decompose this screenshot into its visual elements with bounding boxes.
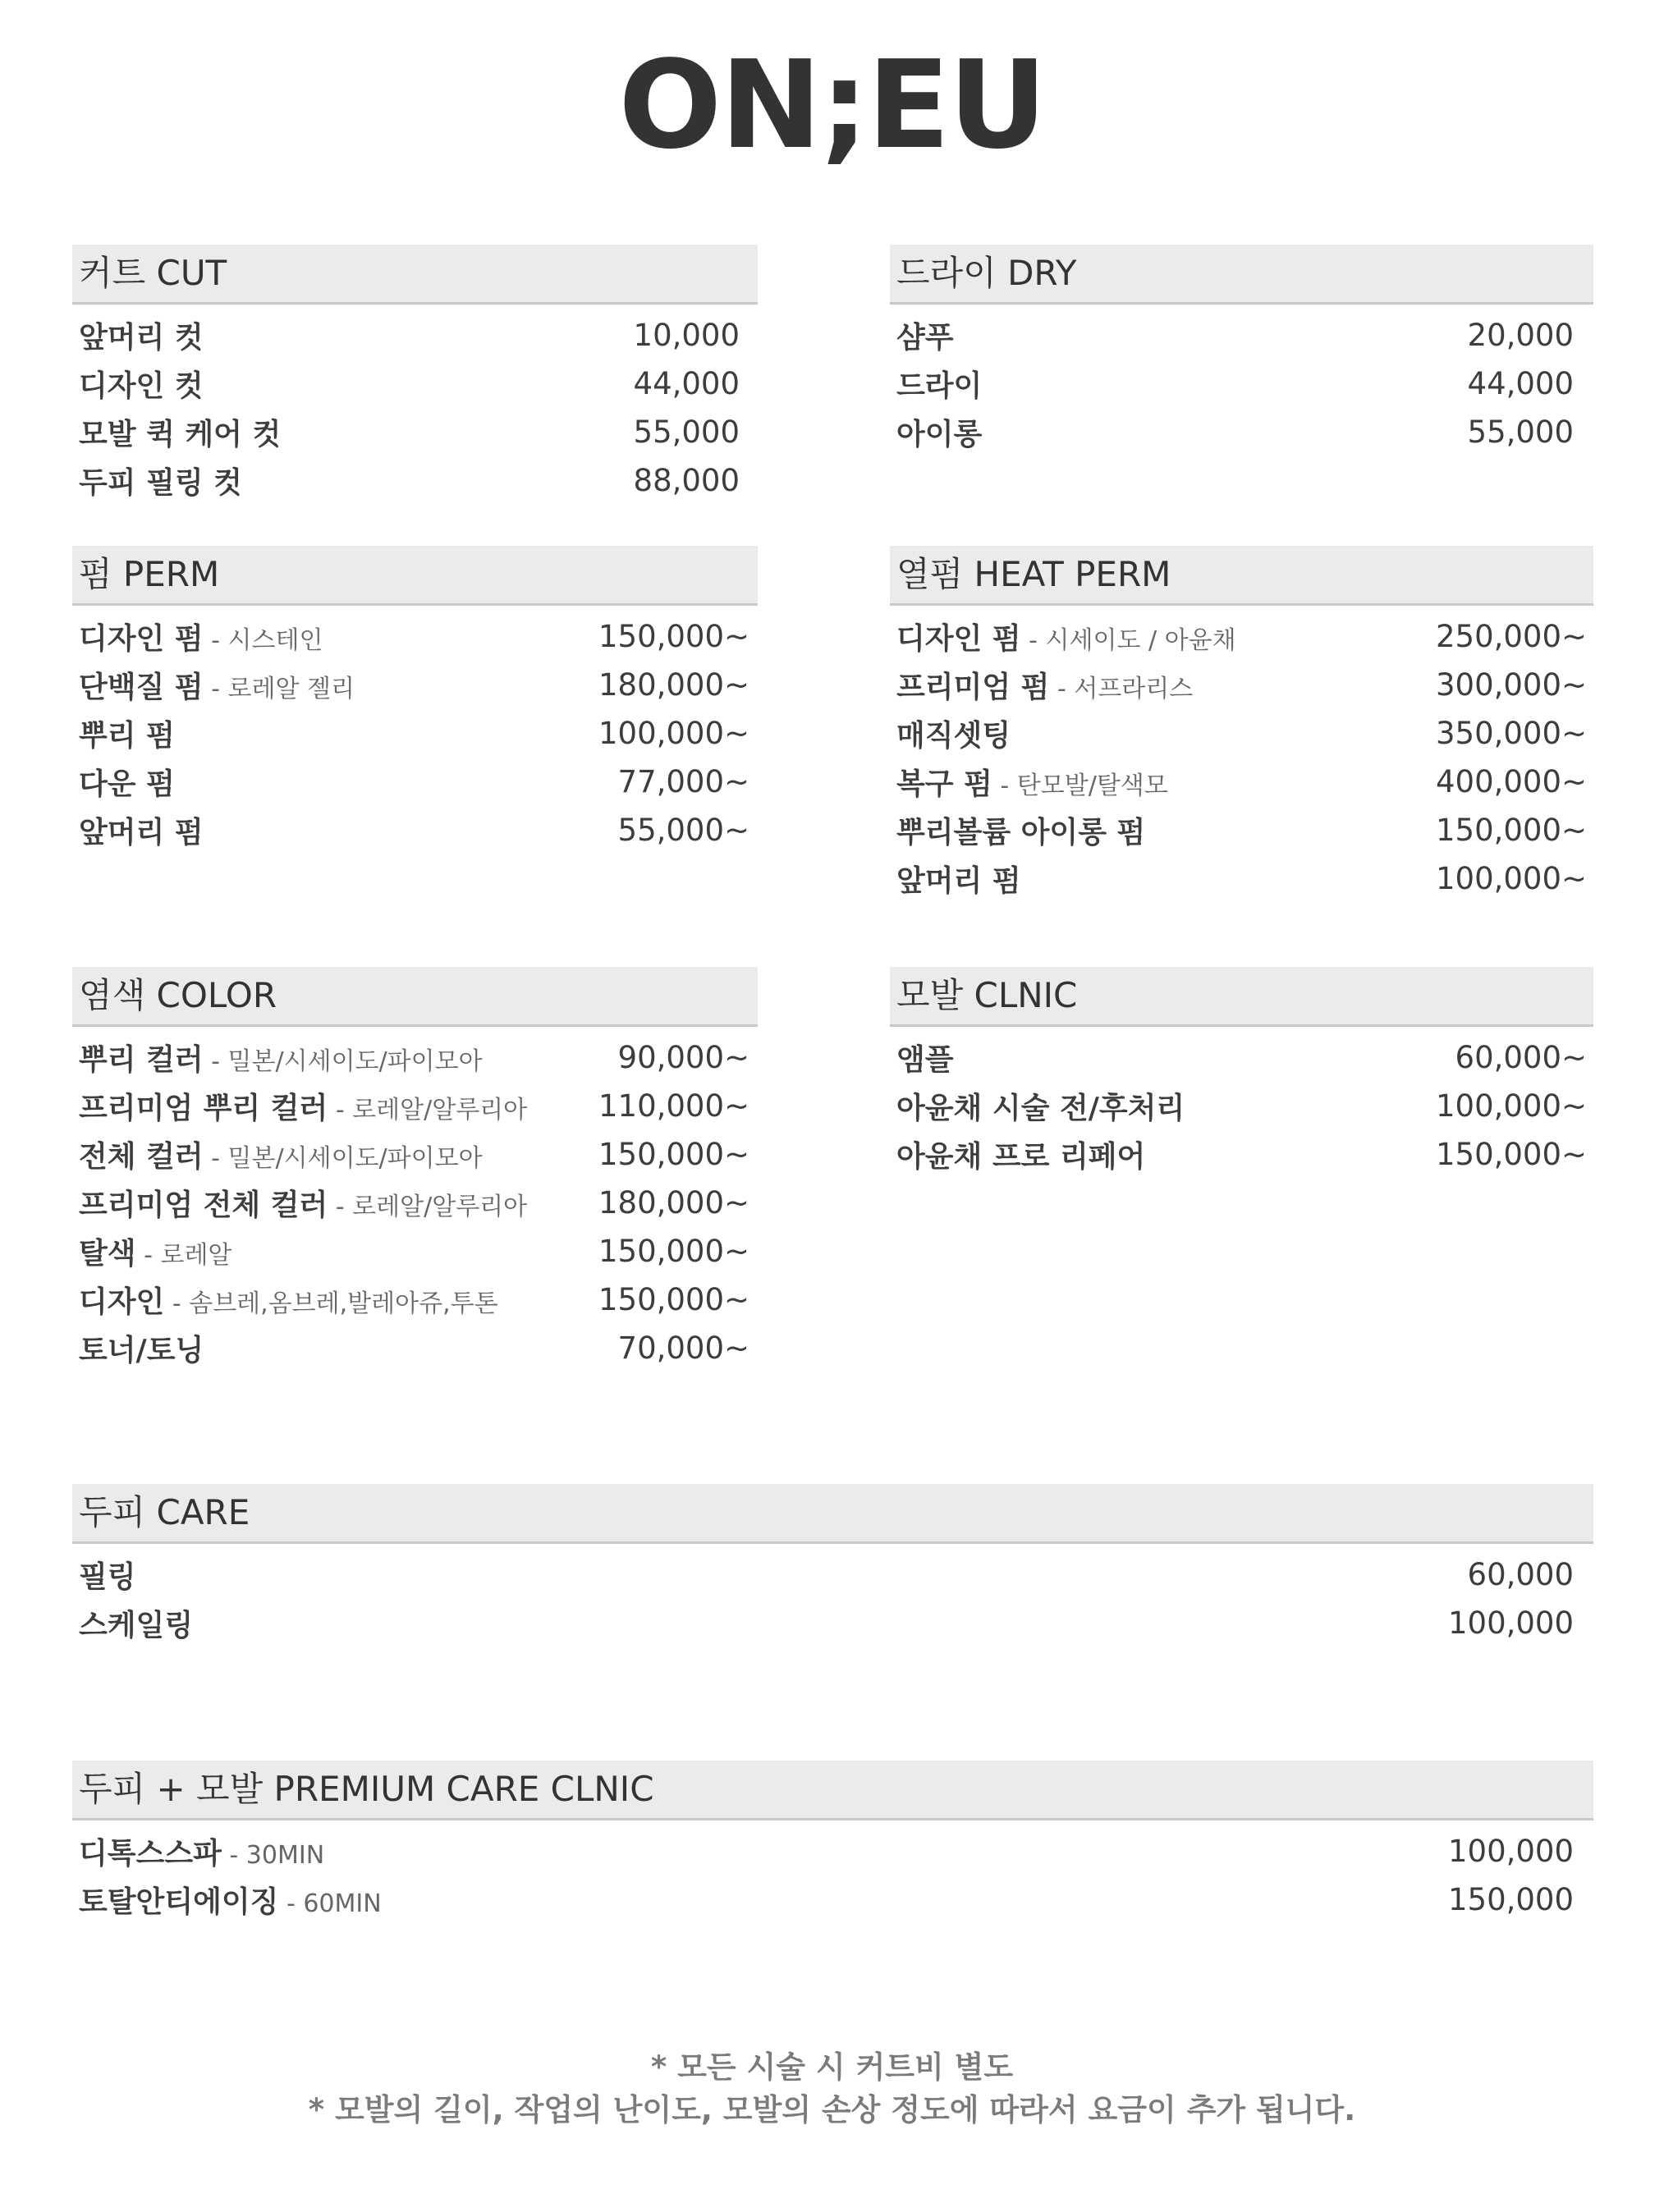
item-price: 150,000~ bbox=[1435, 813, 1587, 848]
price-row bbox=[890, 758, 1587, 806]
item-name: 토너/토닝 bbox=[79, 1334, 204, 1367]
price-row bbox=[72, 1227, 749, 1275]
item-price: 100,000~ bbox=[1435, 861, 1587, 896]
section-premium-care bbox=[72, 1761, 1593, 1924]
item-price: 60,000 bbox=[1467, 1557, 1574, 1592]
item-note: - 로레알/알루리아 bbox=[328, 1193, 528, 1221]
section-title: 두피 CARE bbox=[72, 1484, 1593, 1544]
section-title: 두피 + 모발 PREMIUM CARE CLNIC bbox=[72, 1761, 1593, 1820]
item-price: 100,000 bbox=[1447, 1834, 1574, 1869]
item-price: 150,000~ bbox=[1435, 1137, 1587, 1172]
item-name: 샴푸 bbox=[896, 321, 954, 355]
item-name: 디톡스스파 - 30MIN bbox=[79, 1837, 325, 1871]
section-color bbox=[72, 967, 758, 1372]
price-row bbox=[72, 1875, 1574, 1924]
item-name: 아윤채 시술 전/후처리 bbox=[896, 1092, 1185, 1125]
item-price: 55,000 bbox=[1467, 414, 1574, 450]
section-dry bbox=[890, 245, 1593, 456]
price-row bbox=[890, 854, 1587, 903]
item-name: 디자인 컷 bbox=[79, 369, 204, 403]
section-cut bbox=[72, 245, 758, 505]
price-row bbox=[890, 709, 1587, 758]
item-price: 100,000~ bbox=[598, 716, 749, 751]
item-name: 복구 펌 - 탄모발/탈색모 bbox=[896, 767, 1168, 801]
item-name: 뿌리볼륨 아이롱 펌 bbox=[896, 816, 1146, 850]
price-row bbox=[72, 1082, 749, 1130]
item-price: 250,000~ bbox=[1435, 619, 1587, 654]
item-price: 70,000~ bbox=[617, 1330, 749, 1366]
price-row bbox=[72, 1275, 749, 1324]
section-title: 염색 COLOR bbox=[72, 967, 758, 1027]
item-price: 10,000 bbox=[633, 318, 740, 353]
item-price: 350,000~ bbox=[1435, 716, 1587, 751]
item-price: 150,000~ bbox=[598, 1282, 749, 1317]
price-row bbox=[72, 661, 749, 709]
item-price: 180,000~ bbox=[598, 667, 749, 703]
item-price: 150,000 bbox=[1447, 1882, 1574, 1917]
item-note: - 로레알 bbox=[135, 1241, 232, 1270]
item-price: 150,000~ bbox=[598, 619, 749, 654]
footer-note-surcharge: * 모발의 길이, 작업의 난이도, 모발의 손상 정도에 따라서 요금이 추가 됩니다. bbox=[308, 2092, 1356, 2127]
item-name: 프리미엄 펌 - 서프라리스 bbox=[896, 671, 1194, 704]
item-name: 프리미엄 뿌리 컬러 - 로레알/알루리아 bbox=[79, 1092, 528, 1125]
item-name: 앞머리 펌 bbox=[79, 816, 204, 850]
item-note: - 시세이도 / 아윤채 bbox=[1020, 626, 1236, 655]
item-name: 디자인 - 솜브레,옴브레,발레아쥬,투톤 bbox=[79, 1285, 498, 1319]
price-row bbox=[890, 360, 1574, 408]
item-price: 110,000~ bbox=[598, 1088, 749, 1124]
price-row bbox=[72, 311, 740, 360]
item-note: - 30MIN bbox=[221, 1841, 325, 1870]
item-name: 필링 bbox=[79, 1560, 136, 1594]
price-row bbox=[72, 612, 749, 661]
item-name: 두피 필링 컷 bbox=[79, 466, 242, 500]
item-name: 매직셋팅 bbox=[896, 719, 1011, 753]
price-row bbox=[72, 758, 749, 806]
item-name: 단백질 펌 - 로레알 젤리 bbox=[79, 671, 355, 704]
section-title: 모발 CLNIC bbox=[890, 967, 1593, 1027]
item-name: 프리미엄 전체 컬러 - 로레알/알루리아 bbox=[79, 1188, 528, 1222]
item-note: - 로레알/알루리아 bbox=[328, 1096, 528, 1124]
item-name: 다운 펌 bbox=[79, 767, 175, 801]
item-name: 드라이 bbox=[896, 369, 983, 403]
price-row bbox=[72, 806, 749, 854]
price-row bbox=[890, 311, 1574, 360]
price-row bbox=[72, 1324, 749, 1372]
price-row bbox=[72, 1130, 749, 1179]
item-price: 90,000~ bbox=[617, 1040, 749, 1075]
price-row bbox=[890, 612, 1587, 661]
price-row bbox=[72, 1550, 1574, 1599]
item-price: 150,000~ bbox=[598, 1137, 749, 1172]
price-row bbox=[890, 408, 1574, 456]
section-title: 드라이 DRY bbox=[890, 245, 1593, 305]
section-heat-perm bbox=[890, 546, 1593, 903]
item-price: 77,000~ bbox=[617, 764, 749, 799]
item-note: - 로레알 젤리 bbox=[203, 675, 355, 703]
price-row bbox=[890, 1033, 1587, 1082]
section-scalp-care bbox=[72, 1484, 1593, 1647]
item-name: 뿌리 펌 bbox=[79, 719, 175, 753]
price-row bbox=[72, 360, 740, 408]
brand-logo: ON;EU bbox=[618, 34, 1046, 176]
price-row bbox=[72, 709, 749, 758]
price-row bbox=[890, 806, 1587, 854]
item-name: 탈색 - 로레알 bbox=[79, 1237, 232, 1271]
item-price: 20,000 bbox=[1467, 318, 1574, 353]
item-note: - 60MIN bbox=[278, 1889, 382, 1918]
item-name: 토탈안티에이징 - 60MIN bbox=[79, 1885, 382, 1919]
item-price: 100,000~ bbox=[1435, 1088, 1587, 1124]
item-price: 100,000 bbox=[1447, 1605, 1574, 1641]
item-note: - 탄모발/탈색모 bbox=[992, 772, 1168, 800]
section-perm bbox=[72, 546, 758, 854]
item-price: 55,000~ bbox=[617, 813, 749, 848]
item-name: 아이롱 bbox=[896, 418, 983, 451]
item-name: 앞머리 컷 bbox=[79, 321, 204, 355]
item-note: - 밀본/시세이도/파이모아 bbox=[203, 1047, 483, 1076]
item-name: 스케일링 bbox=[79, 1609, 194, 1642]
price-row bbox=[890, 1130, 1587, 1179]
section-title: 펌 PERM bbox=[72, 546, 758, 606]
price-row bbox=[72, 1179, 749, 1227]
item-price: 60,000~ bbox=[1455, 1040, 1587, 1075]
item-price: 400,000~ bbox=[1435, 764, 1587, 799]
price-row bbox=[72, 1599, 1574, 1647]
item-note: - 솜브레,옴브레,발레아쥬,투톤 bbox=[164, 1289, 498, 1318]
item-price: 55,000 bbox=[633, 414, 740, 450]
item-name: 앰플 bbox=[896, 1043, 954, 1077]
item-note: - 밀본/시세이도/파이모아 bbox=[203, 1144, 483, 1173]
item-price: 300,000~ bbox=[1435, 667, 1587, 703]
item-price: 44,000 bbox=[633, 366, 740, 401]
item-price: 180,000~ bbox=[598, 1185, 749, 1220]
price-row bbox=[72, 1827, 1574, 1875]
section-title: 열펌 HEAT PERM bbox=[890, 546, 1593, 606]
item-price: 150,000~ bbox=[598, 1234, 749, 1269]
item-name: 전체 컬러 - 밀본/시세이도/파이모아 bbox=[79, 1140, 483, 1174]
price-row bbox=[72, 408, 740, 456]
item-name: 앞머리 펌 bbox=[896, 864, 1021, 898]
price-row bbox=[890, 1082, 1587, 1130]
item-note: - 시스테인 bbox=[203, 626, 323, 655]
item-price: 88,000 bbox=[633, 463, 740, 498]
footer-note-cut-fee: * 모든 시술 시 커트비 별도 bbox=[650, 2049, 1014, 2085]
price-row bbox=[72, 456, 740, 505]
item-name: 아윤채 프로 리페어 bbox=[896, 1140, 1146, 1174]
item-name: 모발 퀵 케어 컷 bbox=[79, 418, 282, 451]
item-name: 디자인 펌 - 시스테인 bbox=[79, 622, 323, 656]
section-title: 커트 CUT bbox=[72, 245, 758, 305]
item-name: 디자인 펌 - 시세이도 / 아윤채 bbox=[896, 622, 1236, 656]
item-price: 44,000 bbox=[1467, 366, 1574, 401]
price-row bbox=[72, 1033, 749, 1082]
item-note: - 서프라리스 bbox=[1049, 675, 1194, 703]
item-name: 뿌리 컬러 - 밀본/시세이도/파이모아 bbox=[79, 1043, 483, 1077]
section-clinic bbox=[890, 967, 1593, 1179]
price-row bbox=[890, 661, 1587, 709]
